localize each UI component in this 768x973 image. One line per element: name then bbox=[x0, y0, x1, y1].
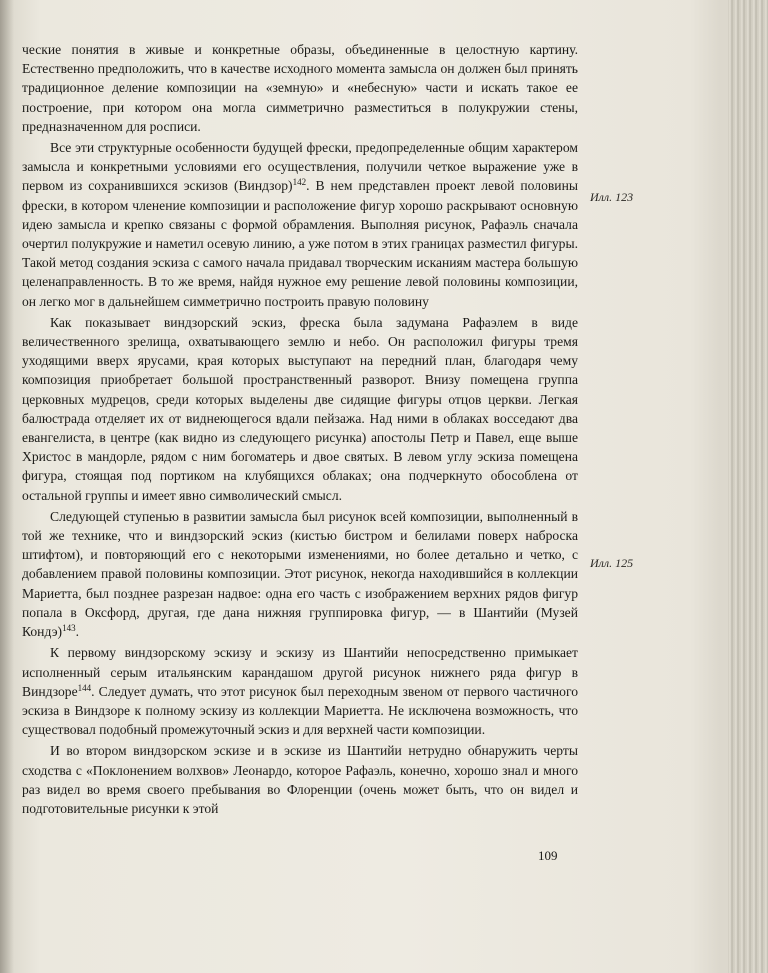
paragraph-1 bbox=[22, 40, 578, 136]
paragraph-4 bbox=[22, 507, 578, 641]
footnote-ref-144: 144 bbox=[77, 682, 92, 693]
paragraph-2 bbox=[22, 138, 578, 311]
paragraph-5 bbox=[22, 643, 578, 739]
paragraph-4-text-b: . bbox=[75, 624, 79, 640]
paragraph-5-text-a: К первому виндзорскому эскизу и эскизу из Шантийи непосредственно примыкает исполненный серым итальянским карандашом другой рисунок нижнего ряда фигур в Виндзоре bbox=[22, 645, 578, 699]
paragraph-6 bbox=[22, 741, 578, 818]
paragraph-3-text: Как показывает виндзорский эскиз, фреска была задумана Рафаэлем в виде величественного зрелища, охватывающего землю и небо. Он расположил фигуры тремя уходящими вверх ярусами, края которых выступают на передний план, благодаря чему композиция приобретает большой пространственный разворот. Внизу помещена группа церковных мудрецов, среди которых выделены две сидящие фигуры отцов церкви. Легкая балюстрада отделяет их от виднеющегося вдали пейзажа. Над ними в облаках восседают два евангелиста, в центре (как видно из следующего рисунка) апостолы Петр и Павел, еще выше Христос в мандорле, рядом с ним богоматерь и двое святых. В левом углу эскиза помещена фигура, стоящая под портиком на клубящихся облаках; она подчеркнуто обособлена от остальной группы и имеет явно символический смысл. bbox=[22, 314, 578, 503]
paragraph-6-text: И во втором виндзорском эскизе и в эскизе из Шантийи нетрудно обнаружить черты сходства с «Поклонением волхвов» Леонардо, которое Рафаэль, конечно, хорошо знал и много раз видел во время своего пребывания во Флоренции (очень может быть, что он видел и подготовительные рисунки к этой bbox=[22, 743, 578, 816]
margin-note-ill-125: Илл. 125 bbox=[590, 556, 634, 570]
paragraph-5-text-b: . Следует думать, что этот рисунок был переходным звеном от первого частичного эскиза в Виндзоре к полному эскизу из коллекции Мариетта. Не исключена возможность, что существовал подобный промежуточный эскиз и для верхней части композиции. bbox=[22, 683, 578, 738]
gutter-shadow bbox=[0, 0, 14, 973]
footnote-ref-143: 143 bbox=[62, 623, 76, 634]
page-number: 109 bbox=[538, 848, 558, 863]
paragraph-1-text: ческие понятия в живые и конкретные образы, объединенные в целостную картину. Естественно предположить, что в качестве исходного момента замысла он должен был принять традиционное деление композиции на «земную» и «небесную» части и искать такое ее построение, при котором она могла симметрично разместиться в полукружии стены, предназначенном для росписи. bbox=[22, 42, 578, 134]
margin-note-ill-123: Илл. 123 bbox=[590, 190, 634, 204]
paragraph-2-text-a: Все эти структурные особенности будущей фрески, предопределенные общим характером замысла и конкретными условиями его осуществления, получили четкое выражение уже в первом из сохранившихся эскизов (Виндзор) bbox=[22, 140, 578, 194]
paragraph-3 bbox=[22, 313, 578, 505]
paragraph-4-text-a: Следующей ступенью в развитии замысла был рисунок всей композиции, выполненный в той же технике, что и виндзорский эскиз (кистью бистром и белилами поверх наброска штифтом), и повторяющий его с некоторыми изменениями, но более детально и четко, с добавлением правой половины композиции. Этот рисунок, некогда находившийся в коллекции Мариетта, был позднее разрезан надвое: одна его часть с изображением верхних рядов фигур попала в Оксфорд, другая, где дана нижняя группировка фигур, — в Шантийи (Музей Кондэ) bbox=[22, 508, 578, 640]
page-stack-edge bbox=[728, 0, 768, 973]
paragraph-2-text-b: . В нем представлен проект левой половины фрески, в котором членение композиции и расположение фигур хорошо раскрывают основную идею замысла и крепко связаны с формой обрамления. Выполняя рисунок, Рафаэль сначала очертил полукружие и наметил осевую линию, а уже потом в этих границах разместил фигуры. Такой метод создания эскиза с самого начала придавал творческим исканиям мастера большую целенаправленность. В то же время, найдя нужное ему решение левой половины композиции, он легко мог в дальнейшем симметрично построить правую половину bbox=[22, 178, 578, 309]
body-text bbox=[22, 40, 578, 818]
footnote-ref-142: 142 bbox=[292, 177, 307, 188]
